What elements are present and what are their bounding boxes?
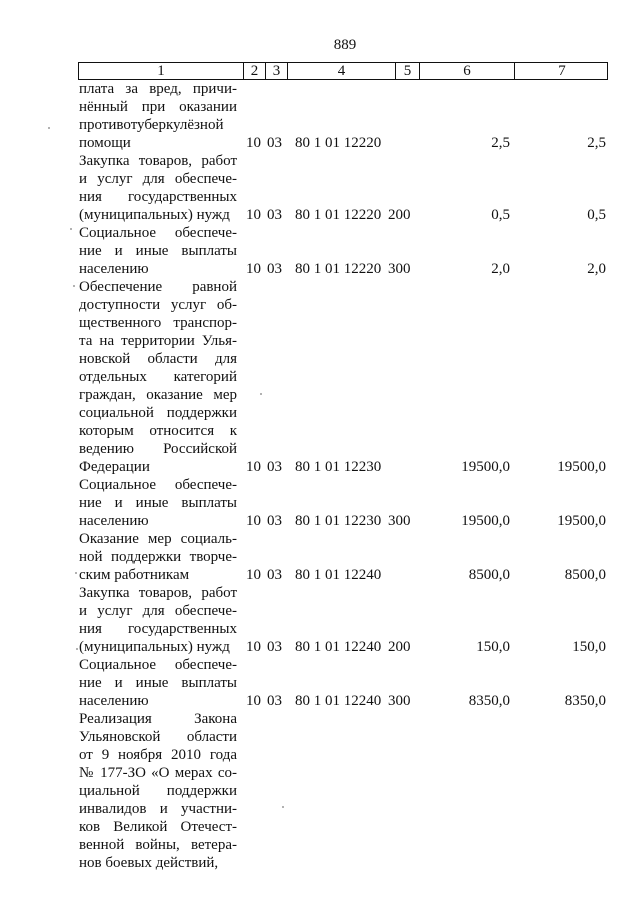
description-line: нённый при оказании [79, 99, 237, 115]
table-body [0, 80, 640, 872]
description-line: Обеспечение равной [79, 279, 237, 295]
cell-subsection: 03 [267, 207, 282, 223]
description-line: ведению Российской [79, 441, 237, 457]
cell-amount-1: 0,5 [491, 207, 510, 223]
cell-target-article: 80 1 01 12230 [295, 459, 382, 475]
description-line: новской области для [79, 351, 237, 367]
cell-section: 10 [246, 135, 261, 151]
row-description [79, 584, 237, 656]
cell-target-article: 80 1 01 12220 [295, 135, 382, 151]
table-row [0, 224, 640, 278]
scan-speck [70, 228, 72, 230]
cell-amount-2: 19500,0 [557, 513, 606, 529]
description-line: та на территории Улья- [79, 333, 237, 349]
table-row [0, 476, 640, 530]
description-line: Социальное обеспече- [79, 225, 237, 241]
cell-amount-2 [520, 854, 606, 872]
row-description [79, 530, 237, 584]
cell-target-article: 80 1 01 12230 [295, 513, 382, 529]
description-line: Ульяновской области [79, 729, 237, 745]
description-line: ние и иные выплаты [79, 675, 237, 691]
cell-target-article: 80 1 01 12240 [295, 639, 382, 655]
description-line: Закупка товаров, работ [79, 153, 237, 169]
cell-amount-2: 8350,0 [564, 693, 606, 709]
cell-amount-1: 8500,0 [468, 567, 510, 583]
cell-subsection: 03 [267, 567, 282, 583]
description-line: ной поддержки творче- [79, 549, 237, 565]
cell-subsection: 03 [267, 513, 282, 529]
row-description [79, 152, 237, 224]
cell-section: 10 [246, 567, 261, 583]
cell-amount-2: 2,5 [587, 135, 606, 151]
cell-expense-type: 200 [388, 207, 411, 223]
description-line: инвалидов и участни- [79, 801, 237, 817]
cell-amount-1: 19500,0 [461, 459, 510, 475]
scan-speck [76, 648, 78, 650]
table-row [0, 656, 640, 710]
description-line: ние и иные выплаты [79, 243, 237, 259]
description-line: ков Великой Отечест- [79, 819, 237, 835]
description-line: Оказание мер социаль- [79, 531, 237, 547]
description-line: населению [79, 513, 149, 529]
cell-amount-2: 8500,0 [564, 567, 606, 583]
scan-speck [73, 285, 75, 287]
description-line: ния государственных [79, 621, 237, 637]
cell-target-article: 80 1 01 12240 [295, 567, 382, 583]
row-description [79, 476, 237, 530]
cell-expense-type: 200 [388, 639, 411, 655]
cell-section: 10 [246, 261, 261, 277]
header-col-7: 7 [558, 63, 566, 79]
description-line: и услуг для обеспече- [79, 171, 237, 187]
page-number: 889 [333, 37, 357, 53]
cell-amount-1: 2,0 [491, 261, 510, 277]
description-line: которым относится к [79, 423, 237, 439]
description-line: ния государственных [79, 189, 237, 205]
description-line: населению [79, 261, 149, 277]
table-row [0, 152, 640, 224]
header-col-1: 1 [79, 63, 244, 79]
description-line: плата за вред, причи- [79, 81, 237, 97]
description-line: населению [79, 693, 149, 709]
description-line: социальной поддержки [79, 405, 237, 421]
cell-expense-type: 300 [388, 261, 411, 277]
description-line: граждан, оказание мер [79, 387, 237, 403]
row-description [79, 80, 237, 152]
description-line: щественного транспор- [79, 315, 237, 331]
row-description [79, 224, 237, 278]
row-description [79, 278, 237, 476]
cell-amount-1: 2,5 [491, 135, 510, 151]
cell-amount-1: 150,0 [476, 639, 510, 655]
description-line: доступности услуг об- [79, 297, 237, 313]
cell-amount-2: 19500,0 [557, 459, 606, 475]
description-line: ским работникам [79, 567, 190, 583]
cell-target-article: 80 1 01 12240 [295, 693, 382, 709]
cell-section: 10 [246, 459, 261, 475]
cell-subsection: 03 [267, 639, 282, 655]
description-line: Закупка товаров, работ [79, 585, 237, 601]
cell-expense-type: 300 [388, 693, 411, 709]
header-col-6: 6 [420, 63, 515, 79]
cell-amount-1: 19500,0 [461, 513, 510, 529]
cell-target-article: 80 1 01 12220 [295, 261, 382, 277]
header-col-5: 5 [396, 63, 420, 79]
description-line: отдельных категорий [79, 369, 237, 385]
cell-amount-1: 8350,0 [468, 693, 510, 709]
table-row [0, 278, 640, 476]
description-line: Социальное обеспече- [79, 477, 237, 493]
cell-target-article: 80 1 01 12220 [295, 207, 382, 223]
cell-amount-2: 2,0 [587, 261, 606, 277]
cell-subsection: 03 [267, 261, 282, 277]
cell-amount-2: 150,0 [572, 639, 606, 655]
cell-subsection: 03 [267, 459, 282, 475]
description-line: (муниципальных) нужд [79, 207, 230, 223]
header-col-4: 4 [288, 63, 396, 79]
description-line: венной войны, ветера- [79, 837, 237, 853]
table-row [0, 530, 640, 584]
row-description [79, 710, 237, 872]
table-row [0, 710, 640, 872]
table-row [0, 584, 640, 656]
description-line: от 9 ноября 2010 года [79, 747, 237, 763]
cell-subsection: 03 [267, 135, 282, 151]
cell-subsection: 03 [267, 693, 282, 709]
description-line: и услуг для обеспече- [79, 603, 237, 619]
row-description [79, 656, 237, 710]
description-line: нов боевых действий, [79, 855, 219, 871]
cell-expense-type: 300 [388, 513, 411, 529]
header-col-3: 3 [266, 63, 288, 79]
table-header [78, 62, 608, 80]
cell-amount-1 [430, 854, 510, 872]
scan-speck [75, 572, 77, 574]
description-line: ние и иные выплаты [79, 495, 237, 511]
scan-speck [260, 393, 262, 395]
cell-section: 10 [246, 207, 261, 223]
description-line: Социальное обеспече- [79, 657, 237, 673]
cell-section: 10 [246, 639, 261, 655]
description-line: № 177-ЗО «О мерах со- [79, 765, 237, 781]
cell-section: 10 [246, 693, 261, 709]
scan-speck [48, 127, 50, 129]
description-line: помощи [79, 135, 131, 151]
table-row [0, 80, 640, 152]
description-line: Федерации [79, 459, 150, 475]
description-line: противотуберкулёзной [79, 117, 224, 133]
description-line: Реализация Закона [79, 711, 237, 727]
cell-section: 10 [246, 513, 261, 529]
scan-speck [282, 806, 284, 808]
header-col-2: 2 [244, 63, 266, 79]
cell-amount-2: 0,5 [587, 207, 606, 223]
description-line: циальной поддержки [79, 783, 237, 799]
description-line: (муниципальных) нужд [79, 639, 230, 655]
